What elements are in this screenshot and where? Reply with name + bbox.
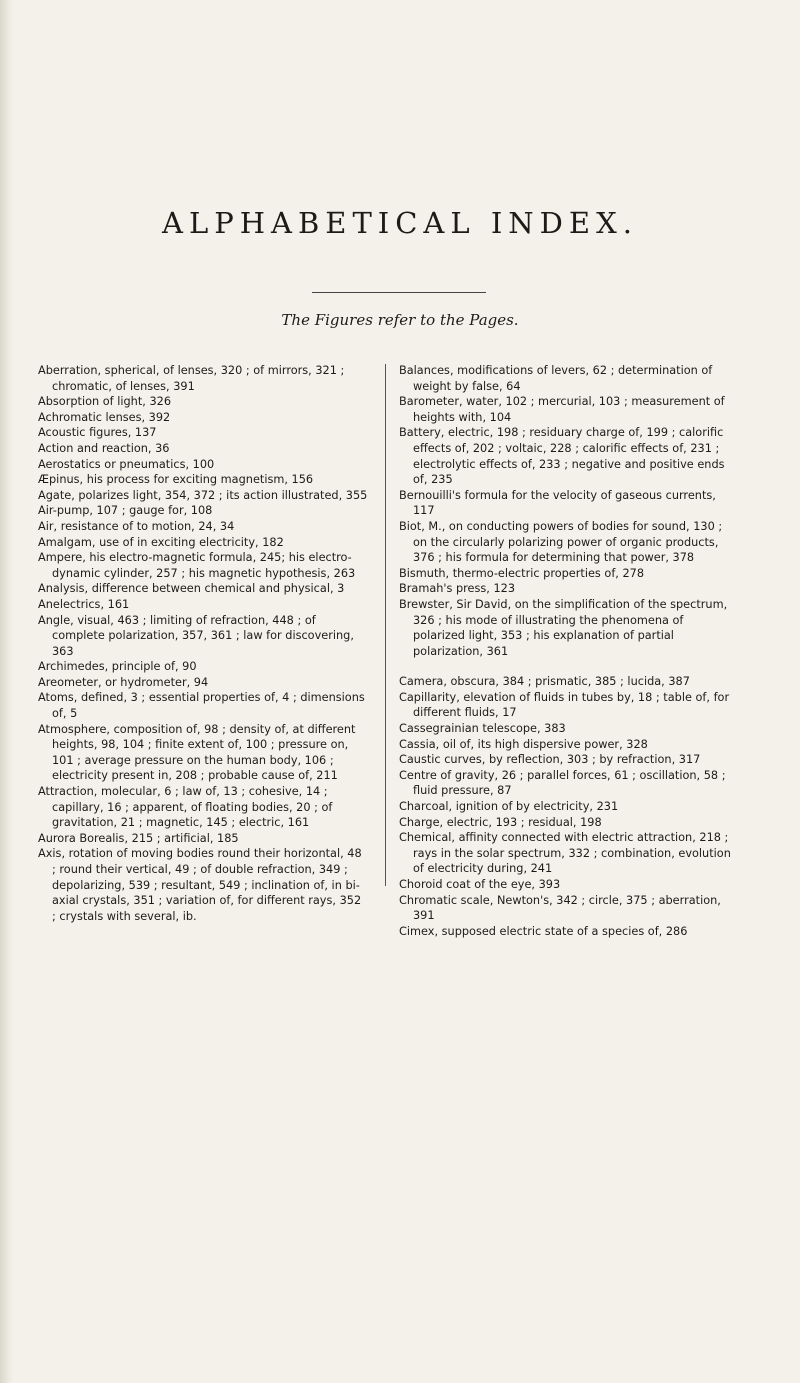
page-title: ALPHABETICAL INDEX.: [162, 206, 638, 240]
title-rule: [312, 292, 486, 293]
index-entry: Aberration, spherical, of lenses, 320 ; of mirrors, 321 ; chromatic, of lenses, 391: [38, 364, 345, 393]
index-entry: Atmosphere, composition of, 98 ; density of, at different heights, 98, 104 ; finite extent of, 100 ; pressure on, 101 ; average pressure on the human body, 106 ; electricity present in, 208 ; probable cause of, 211: [38, 722, 356, 783]
index-entry: Acoustic figures, 137: [38, 426, 157, 440]
index-entry: Bernouilli's formula for the velocity of gaseous currents, 117: [399, 488, 716, 518]
index-entry: Amalgam, use of in exciting electricity, 182: [38, 535, 284, 549]
index-entry: Barometer, water, 102 ; mercurial, 103 ; measurement of heights with, 104: [399, 395, 725, 424]
index-entry: Bismuth, thermo-electric properties of, 278: [399, 566, 645, 580]
index-entry: Capillarity, elevation of fluids in tubes by, 18 ; table of, for different fluids, 17: [399, 690, 730, 720]
index-entry: Attraction, molecular, 6 ; law of, 13 ; cohesive, 14 ; capillary, 16 ; apparent, of floating bodies, 20 ; of gravitation, 21 ; magnetic, 145 ; electric, 161: [38, 785, 333, 830]
index-entry: Ampere, his electro-magnetic formula, 245; his electro-dynamic cylinder, 257 ; his magnetic hypothesis, 263: [38, 551, 356, 580]
index-entry: Caustic curves, by reflection, 303 ; by refraction, 317: [399, 753, 701, 767]
index-entry: Chemical, affinity connected with electric attraction, 218 ; rays in the solar spectrum, 332 ; combination, evolution of electricity during, 241: [399, 831, 731, 876]
index-entry: Æpinus, his process for exciting magnetism, 156: [38, 473, 314, 487]
index-entry: Analysis, difference between chemical and physical, 3: [38, 582, 345, 596]
index-column-left: [38, 363, 368, 924]
index-entry: Balances, modifications of levers, 62 ; determination of weight by false, 64: [399, 364, 713, 393]
index-entry: Achromatic lenses, 392: [38, 410, 171, 424]
index-entry: Axis, rotation of moving bodies round their horizontal, 48 ; round their vertical, 49 ; of double refraction, 349 ; depolarizing, 539 ; resultant, 549 ; inclination of, in bi-axial crystals, 351 ; variation of, for different rays, 352 ; crystals with several, ib.: [38, 847, 362, 923]
index-entry: Centre of gravity, 26 ; parallel forces, 61 ; oscillation, 58 ; fluid pressure, 87: [399, 768, 726, 798]
index-entry: Bramah's press, 123: [399, 582, 516, 596]
index-entry: Angle, visual, 463 ; limiting of refraction, 448 ; of complete polarization, 357, 361 ; law for discovering, 363: [38, 613, 354, 658]
index-entry: Areometer, or hydrometer, 94: [38, 675, 209, 689]
index-entry: Camera, obscura, 384 ; prismatic, 385 ; lucida, 387: [399, 675, 690, 689]
column-divider: [385, 364, 386, 886]
index-entry: Agate, polarizes light, 354, 372 ; its action illustrated, 355: [38, 488, 368, 502]
index-entry: Choroid coat of the eye, 393: [399, 878, 561, 891]
index-entry: Air-pump, 107 ; gauge for, 108: [38, 504, 213, 518]
index-entry: Chromatic scale, Newton's, 342 ; circle, 375 ; aberration, 391: [399, 893, 721, 923]
index-column-right: [399, 363, 734, 939]
index-entry: Action and reaction, 36: [38, 441, 170, 455]
index-entry: Charcoal, ignition of by electricity, 231: [399, 800, 619, 814]
index-entry: Air, resistance of to motion, 24, 34: [38, 519, 235, 533]
index-entry: Cassegrainian telescope, 383: [399, 722, 566, 736]
page-subtitle: The Figures refer to the Pages.: [281, 311, 519, 329]
index-entry: Aerostatics or pneumatics, 100: [38, 457, 215, 471]
index-entry: Charge, electric, 193 ; residual, 198: [399, 815, 602, 829]
index-entry: Biot, M., on conducting powers of bodies for sound, 130 ; on the circularly polarizing power of organic products, 376 ; his formula for determining that power, 378: [399, 519, 723, 565]
index-entry: Cassia, oil of, its high dispersive power, 328: [399, 737, 648, 751]
index-entry: Brewster, Sir David, on the simplification of the spectrum, 326 ; his mode of illustrating the phenomena of polarized light, 353 ; his explanation of partial polarization, 361: [399, 597, 728, 658]
index-entry: Cimex, supposed electric state of a species of, 286: [399, 924, 688, 938]
index-entry: Anelectrics, 161: [38, 597, 130, 611]
index-entry: Archimedes, principle of, 90: [38, 660, 197, 674]
index-entry: Atoms, defined, 3 ; essential properties of, 4 ; dimensions of, 5: [38, 691, 365, 721]
index-entry: Absorption of light, 326: [38, 395, 172, 409]
index-entry: Aurora Borealis, 215 ; artificial, 185: [38, 831, 239, 845]
index-entry: Battery, electric, 198 ; residuary charge of, 199 ; calorific effects of, 202 ; voltaic, 228 ; calorific effects of, 231 ; electrolytic effects of, 233 ; negative and positive ends of, 235: [399, 426, 725, 487]
